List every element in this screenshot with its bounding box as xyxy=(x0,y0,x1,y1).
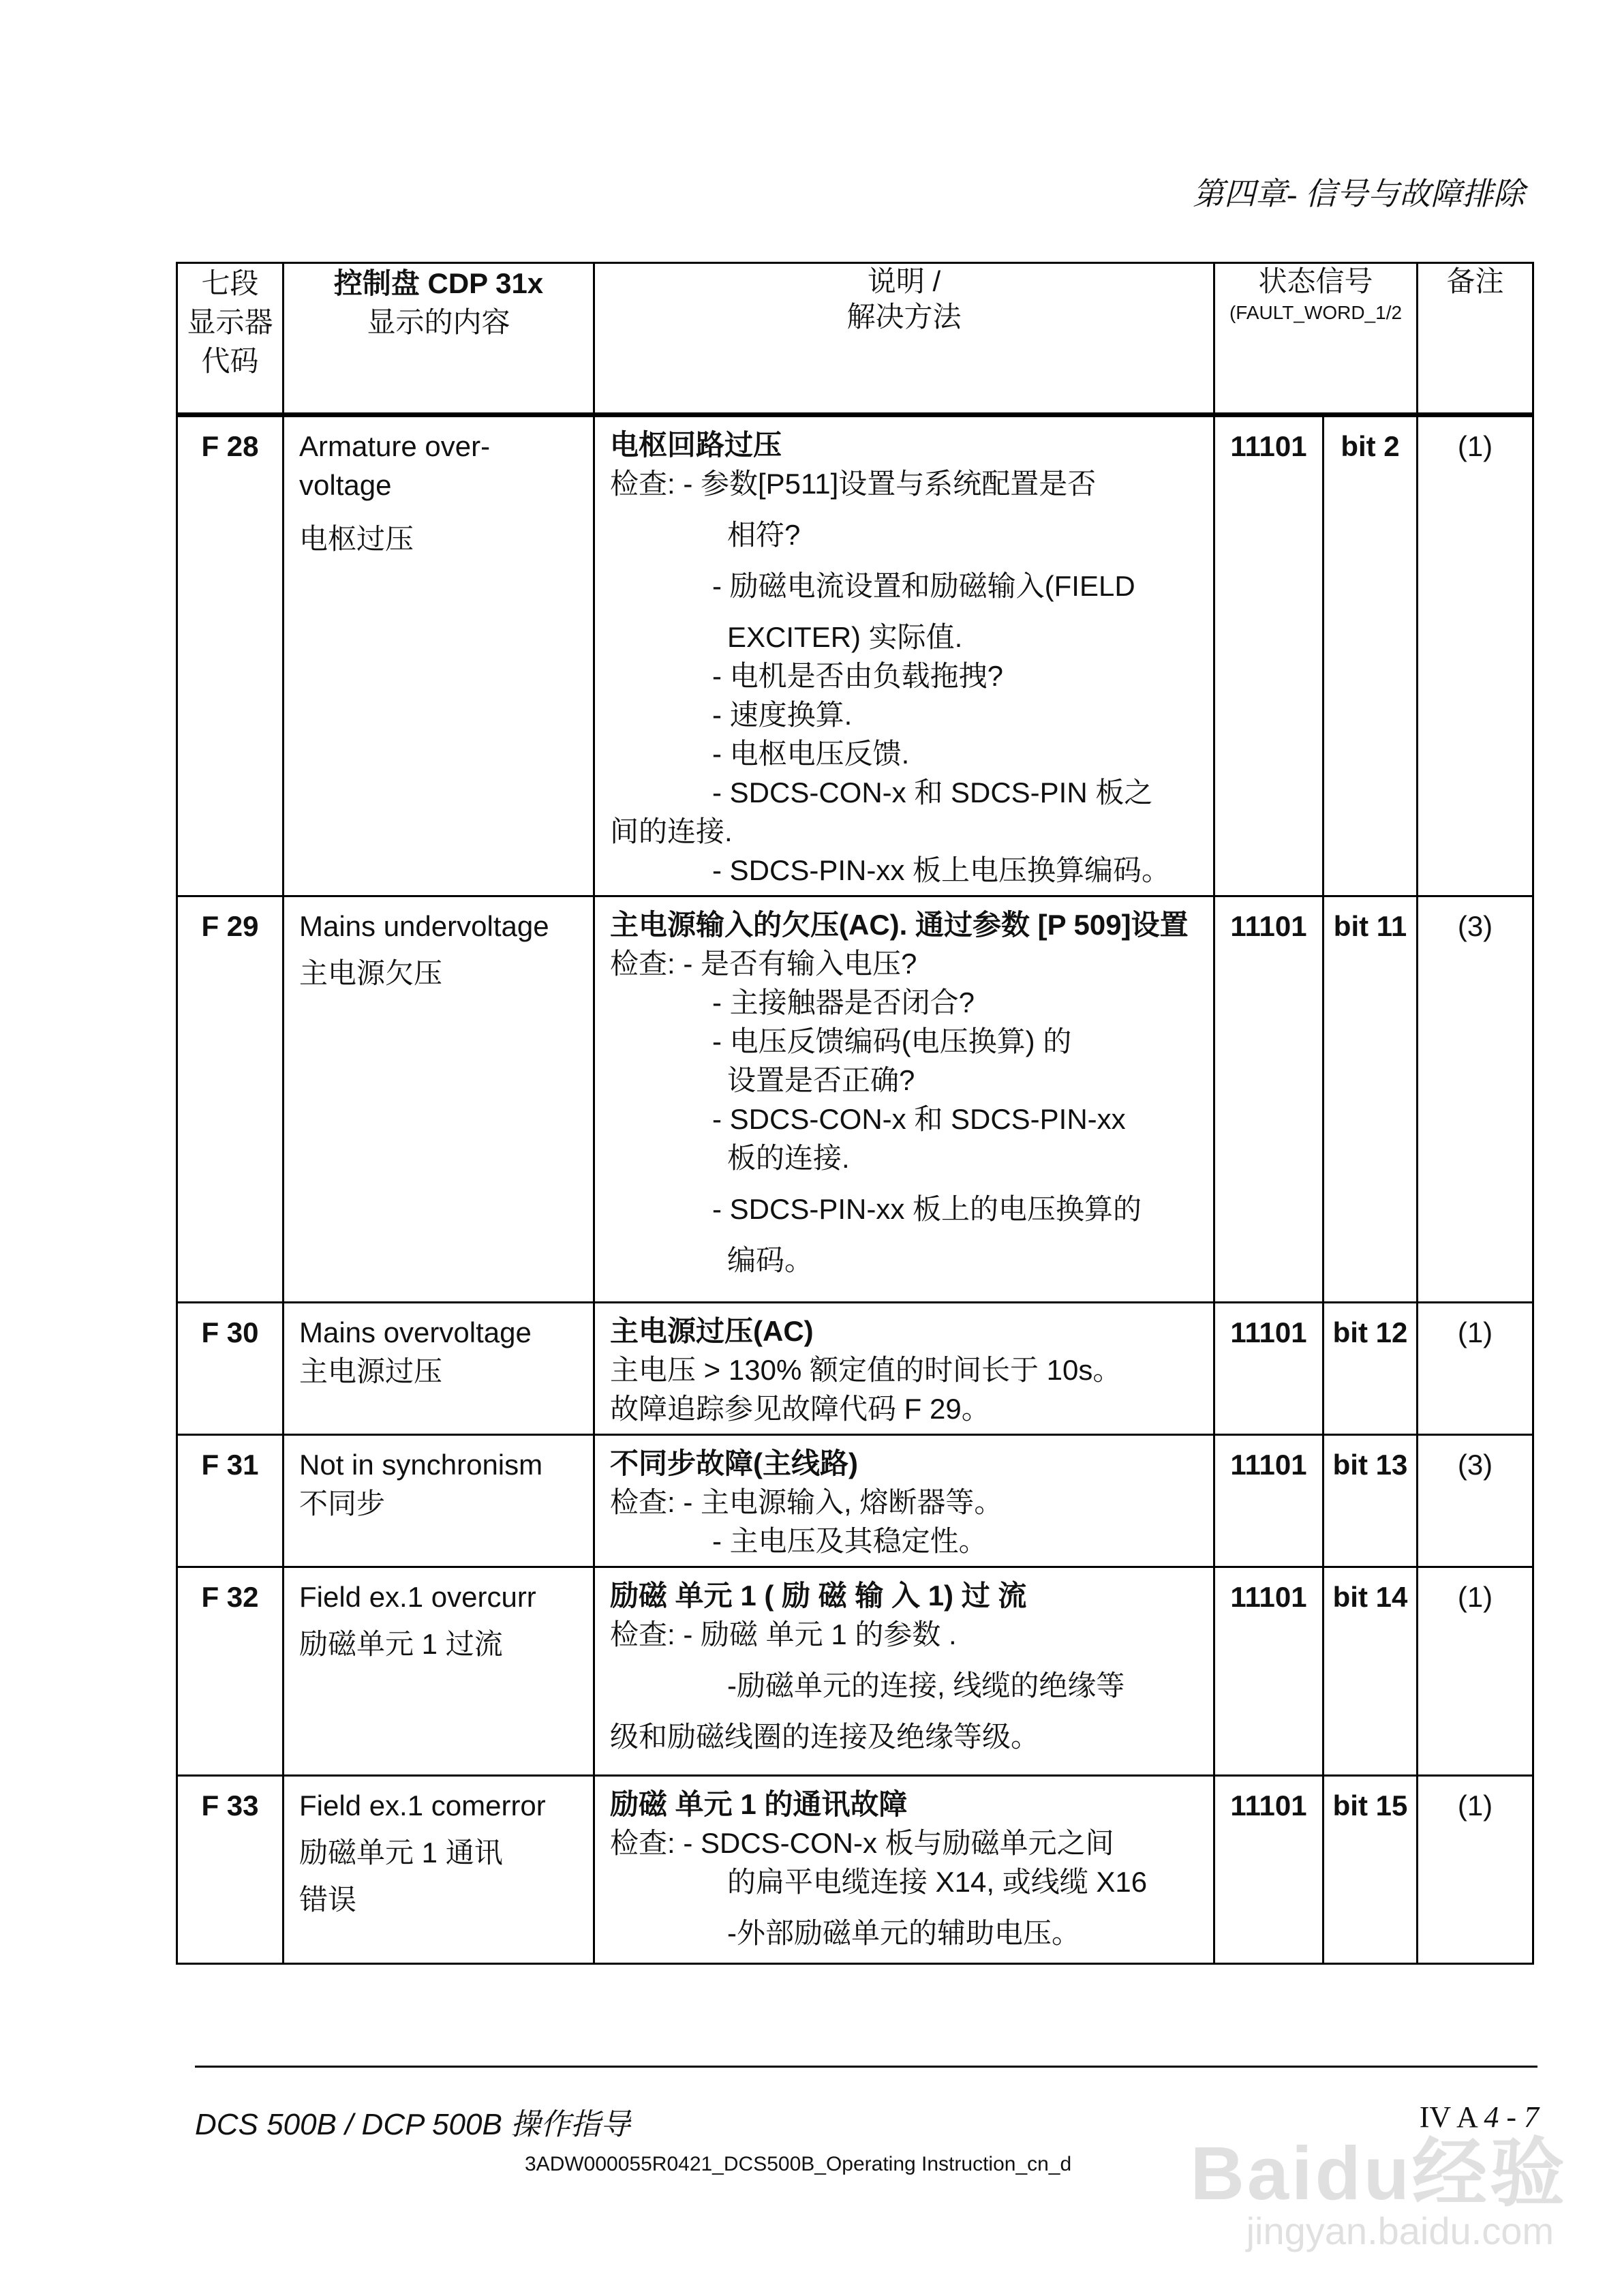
fault-description: 电枢回路过压 检查: - 参数[P511]设置与系统配置是否 相符? - 励磁电流设置和励磁输入(FIELD EXCITER) 实际值. - 电机是否由负载拖拽? - 速度换算. - 电枢电压反馈. - SDCS-CON-x 和 SDCS-PIN 板之 间的连接. - SDCS-PIN-xx 板上电压换算编码。 xyxy=(594,415,1214,896)
fault-code: F 28 xyxy=(177,415,284,896)
fault-bit: bit 13 xyxy=(1323,1435,1418,1567)
fault-note: (1) xyxy=(1418,1567,1533,1776)
fault-bit: bit 11 xyxy=(1323,896,1418,1303)
fault-code: F 29 xyxy=(177,896,284,1303)
fault-bit: bit 12 xyxy=(1323,1303,1418,1435)
fault-note: (1) xyxy=(1418,1303,1533,1435)
fault-word: 11101 xyxy=(1214,1303,1323,1435)
fault-description: 主电源输入的欠压(AC). 通过参数 [P 509]设置 检查: - 是否有输入电压? - 主接触器是否闭合? - 电压反馈编码(电压换算) 的 设置是否正确? - SDCS-CON-x 和 SDCS-PIN-xx 板的连接. - SDCS-PIN-xx 板上的电压换算的 编码。 xyxy=(594,896,1214,1303)
fault-code: F 31 xyxy=(177,1435,284,1567)
table-header-row xyxy=(177,263,1533,415)
fault-code: F 30 xyxy=(177,1303,284,1435)
watermark-logo: Baidu经验 xyxy=(1190,2132,1567,2216)
table-row xyxy=(177,1435,1533,1567)
table-row xyxy=(177,415,1533,896)
fault-bit: bit 14 xyxy=(1323,1567,1418,1776)
fault-note: (3) xyxy=(1418,1435,1533,1567)
col-note: 备注 xyxy=(1418,263,1533,415)
page-number: IV A 4 - 7 xyxy=(1419,2100,1539,2134)
fault-description: 主电源过压(AC) 主电压 > 130% 额定值的时间长于 10s。 故障追踪参见故障代码 F 29。 xyxy=(594,1303,1214,1435)
fault-description: 励磁 单元 1 ( 励 磁 输 入 1) 过 流 检查: - 励磁 单元 1 的参数 . -励磁单元的连接, 线缆的绝缘等 级和励磁线圈的连接及绝缘等级。 xyxy=(594,1567,1214,1776)
fault-name: Field ex.1 comerror 励磁单元 1 通讯 错误 xyxy=(284,1776,594,1964)
fault-note: (1) xyxy=(1418,415,1533,896)
fault-name: Mains undervoltage 主电源欠压 xyxy=(284,896,594,1303)
fault-code: F 32 xyxy=(177,1567,284,1776)
fault-description: 不同步故障(主线路) 检查: - 主电源输入, 熔断器等。 - 主电压及其稳定性。 xyxy=(594,1435,1214,1567)
fault-name: Field ex.1 overcurr 励磁单元 1 过流 xyxy=(284,1567,594,1776)
col-seg-display: 七段 显示器 代码 xyxy=(177,263,284,415)
fault-code: F 33 xyxy=(177,1776,284,1964)
table-row xyxy=(177,1303,1533,1435)
fault-name: Mains overvoltage 主电源过压 xyxy=(284,1303,594,1435)
fault-word: 11101 xyxy=(1214,896,1323,1303)
col-description: 说明 / 解决方法 xyxy=(594,263,1214,415)
fault-word: 11101 xyxy=(1214,1567,1323,1776)
table-row xyxy=(177,1776,1533,1964)
chapter-title: 第四章- 信号与故障排除 xyxy=(1193,177,1525,211)
fault-name: Not in synchronism 不同步 xyxy=(284,1435,594,1567)
fault-bit: bit 15 xyxy=(1323,1776,1418,1964)
fault-word: 11101 xyxy=(1214,415,1323,896)
fault-word: 11101 xyxy=(1214,1776,1323,1964)
document-id: 3ADW000055R0421_DCS500B_Operating Instruction_cn_d xyxy=(525,2153,1072,2175)
table-row xyxy=(177,896,1533,1303)
col-panel-display: 控制盘 CDP 31x 显示的内容 xyxy=(284,263,594,415)
col-status-signal: 状态信号 (FAULT_WORD_1/2 xyxy=(1214,263,1418,415)
fault-word: 11101 xyxy=(1214,1435,1323,1567)
fault-note: (3) xyxy=(1418,896,1533,1303)
footer-manual-title: DCS 500B / DCP 500B 操作指导 xyxy=(195,2108,631,2141)
table-row xyxy=(177,1567,1533,1776)
fault-name: Armature over- voltage 电枢过压 xyxy=(284,415,594,896)
fault-description: 励磁 单元 1 的通讯故障 检查: - SDCS-CON-x 板与励磁单元之间 的扁平电缆连接 X14, 或线缆 X16 -外部励磁单元的辅助电压。 xyxy=(594,1776,1214,1964)
fault-bit: bit 2 xyxy=(1323,415,1418,896)
footer-divider xyxy=(195,2066,1537,2068)
watermark-url: jingyan.baidu.com xyxy=(1246,2209,1554,2252)
fault-note: (1) xyxy=(1418,1776,1533,1964)
fault-table xyxy=(176,262,1534,1965)
